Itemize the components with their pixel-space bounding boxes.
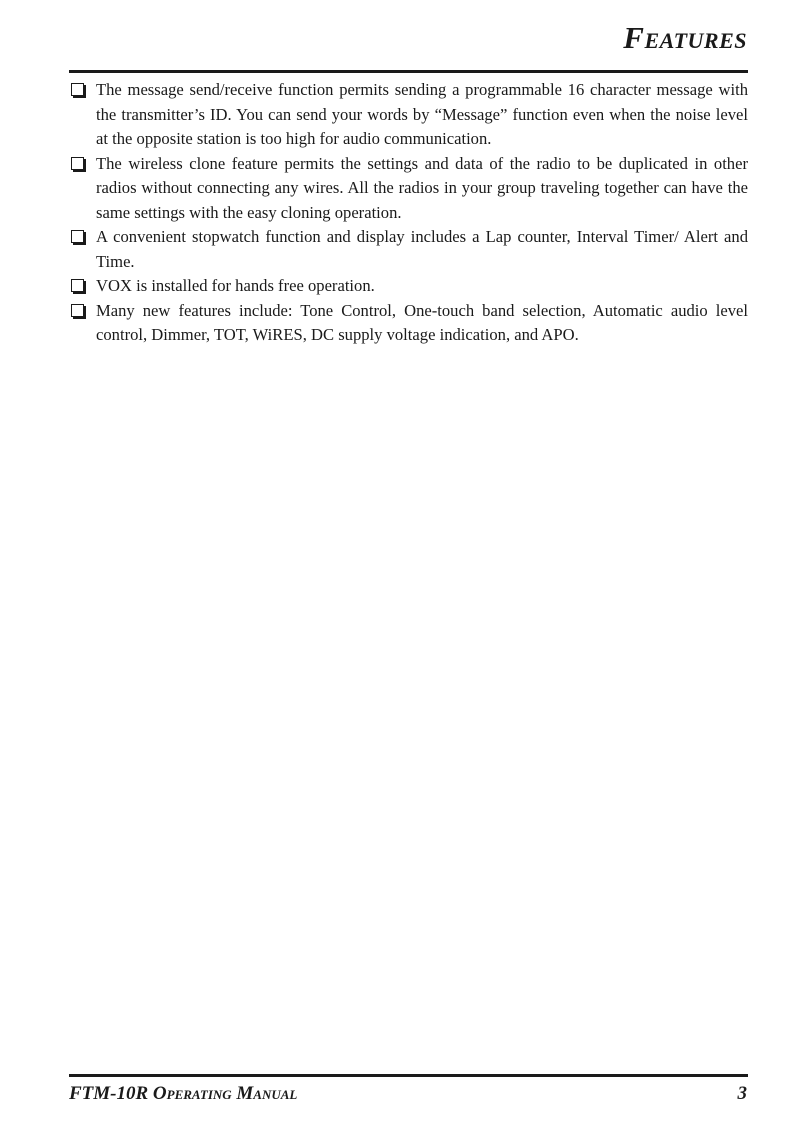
feature-text: Many new features include: Tone Control, One-touch band selection, Automatic audio level control, Dimmer, TOT, WiRES, DC supply voltage indication, and APO.: [96, 300, 748, 344]
checkbox-bullet-icon: [71, 279, 84, 292]
checkbox-bullet-icon: [71, 83, 84, 96]
feature-text: VOX is installed for hands free operation.: [96, 276, 375, 295]
page-section-title: Features: [623, 20, 747, 55]
manual-title: FTM-10R Operating Manual: [69, 1083, 298, 1104]
feature-text: A convenient stopwatch function and display includes a Lap counter, Interval Timer/ Alert and Time.: [96, 227, 748, 271]
feature-item: [69, 299, 748, 348]
checkbox-bullet-icon: [71, 157, 84, 170]
checkbox-bullet-icon: [71, 304, 84, 317]
feature-item: [69, 78, 748, 152]
page-number: 3: [737, 1083, 747, 1104]
feature-item: [69, 225, 748, 274]
feature-item: [69, 274, 748, 299]
footer-divider: [69, 1074, 748, 1077]
feature-list: [69, 78, 748, 348]
feature-item: [69, 152, 748, 226]
feature-text: The message send/receive function permits sending a programmable 16 character message with the transmitter’s ID. You can send your words by “Message” function even when the noise level at the opposite station is too high for audio communication.: [96, 80, 748, 148]
feature-text: The wireless clone feature permits the settings and data of the radio to be duplicated in other radios without connecting any wires. All the radios in your group traveling together can have the same settings with the easy cloning operation.: [96, 153, 748, 222]
header-divider: [69, 70, 748, 73]
checkbox-bullet-icon: [71, 230, 84, 243]
